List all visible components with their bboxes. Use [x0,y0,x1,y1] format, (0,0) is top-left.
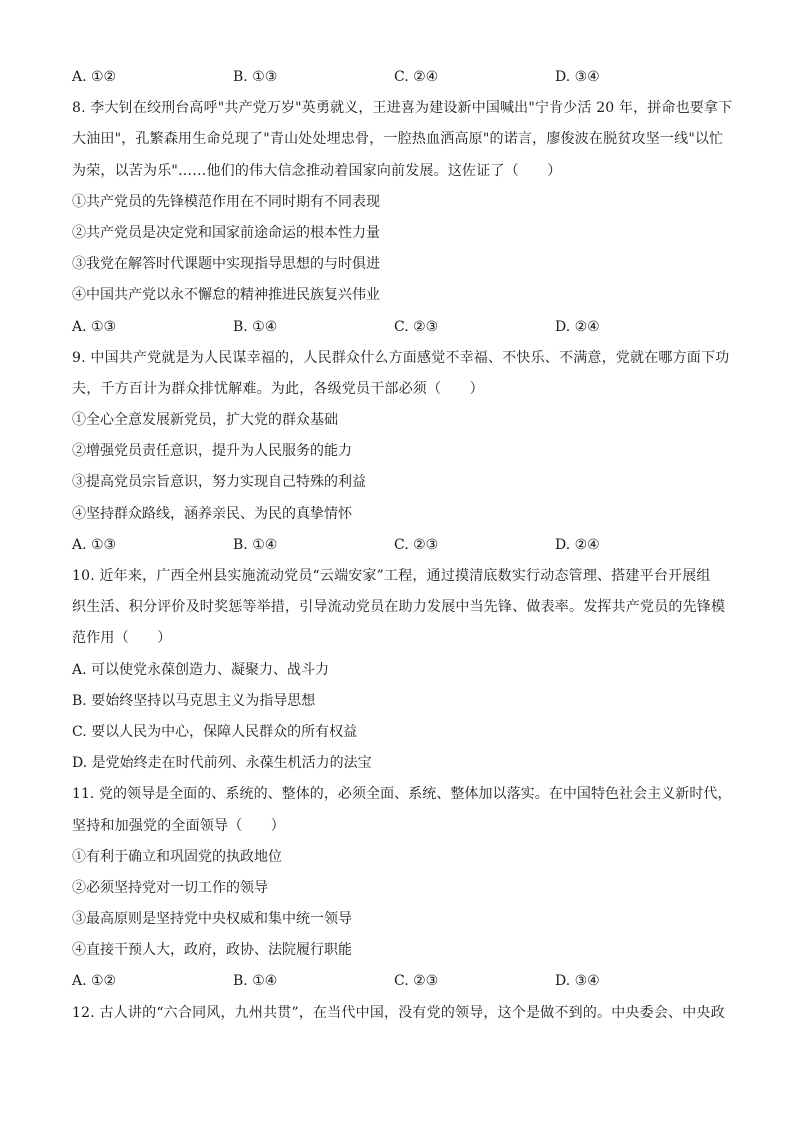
q9-option-d: D. ②④ [555,536,600,553]
q8-statement-4: ④中国共产党以永不懈怠的精神推进民族复兴伟业 [72,287,380,304]
q10-choice-c: C. 要以人民为中心，保障人民群众的所有权益 [72,723,358,740]
q7-option-d: D. ③④ [555,69,600,85]
question-9 [72,343,732,561]
q11-statement-2: ②必须坚持党对一切工作的领导 [72,879,268,896]
q8-option-c: C. ②③ [394,318,439,335]
question-10 [72,561,732,779]
q11-option-b: B. ①④ [233,973,278,990]
document-page [72,62,732,1029]
q11-stem-line: 11. 党的领导是全面的、系统的、整体的，必须全面、系统、整体加以落实。在中国特色社会主义新时代， [72,786,732,803]
q8-stem-line: 8. 李大钊在绞刑台高呼"共产党万岁"英勇就义，王进喜为建设新中国喊出"宁肯少活 20 年，拼命也要拿下 [72,100,733,117]
q11-option-d: D. ③④ [555,973,600,990]
q8-option-a: A. ①③ [72,318,117,335]
q8-options [72,312,732,343]
q9-option-a: A. ①③ [72,536,117,553]
q8-stem-line: 为荣，以苦为乐"……他们的伟大信念推动着国家向前发展。这佐证了（ ） [72,162,562,179]
q10-choice-b: B. 要始终坚持以马克思主义为指导思想 [72,692,316,709]
q9-option-b: B. ①④ [233,536,278,553]
q12-stem-line: 12. 古人讲的“六合同风，九州共贯”，在当代中国，没有党的领导，这个是做不到的。中央委会、中央政 [72,1004,725,1021]
question-11 [72,779,732,997]
q8-statement-3: ③我党在解答时代课题中实现指导思想的与时俱进 [72,256,380,273]
q11-options [72,966,732,997]
q10-stem-line: 织生活、积分评价及时奖惩等举措，引导流动党员在助力发展中当先锋、做表率。发挥共产党员的先锋模 [72,599,726,616]
q9-options [72,530,732,561]
q10-stem-line: 范作用（ ） [72,630,172,647]
q10-choice-d: D. 是党始终走在时代前列、永葆生机活力的法宝 [72,755,372,772]
q10-stem-line: 10. 近年来，广西全州县实施流动党员“云端安家”工程，通过摸清底数实行动态管理、搭建平台开展组 [72,568,711,584]
q9-stem-line: 9. 中国共产党就是为人民谋幸福的，人民群众什么方面感觉不幸福、不快乐、不满意，党就在哪方面下功 [72,349,730,366]
q7-option-a: A. ①② [72,69,117,85]
q11-statement-4: ④直接干预人大，政府，政协、法院履行职能 [72,942,352,959]
q9-statement-4: ④坚持群众路线，涵养亲民、为民的真挚情怀 [72,505,352,522]
q11-option-a: A. ①② [72,973,117,990]
q7-options [72,62,732,93]
q8-option-b: B. ①④ [233,318,278,335]
q9-statement-3: ③提高党员宗旨意识，努力实现自己特殊的利益 [72,474,366,491]
q9-option-c: C. ②③ [394,536,439,553]
q7-option-c: C. ②④ [394,69,439,85]
q11-stem-line: 坚持和加强党的全面领导（ ） [72,817,285,834]
question-8 [72,93,732,343]
q8-statement-1: ①共产党员的先锋模范作用在不同时期有不同表现 [72,193,380,210]
q11-option-c: C. ②③ [394,973,439,990]
q8-stem-line: 大油田"，孔繁森用生命兑现了"青山处处埋忠骨，一腔热血洒高原"的诺言，廖俊波在脱贫攻坚一线"以忙 [72,131,724,148]
q11-statement-1: ①有利于确立和巩固党的执政地位 [72,848,282,865]
q9-statement-2: ②增强党员责任意识，提升为人民服务的能力 [72,443,352,460]
q8-statement-2: ②共产党员是决定党和国家前途命运的根本性力量 [72,224,380,241]
q11-statement-3: ③最高原则是坚持党中央权威和集中统一领导 [72,911,352,928]
q9-stem-line: 夫，千方百计为群众排忧解难。为此，各级党员干部必须（ ） [72,380,484,397]
q10-choice-a: A. 可以使党永葆创造力、凝聚力、战斗力 [72,661,330,678]
q8-option-d: D. ②④ [555,318,600,335]
q7-option-b: B. ①③ [233,69,278,85]
q9-statement-1: ①全心全意发展新党员，扩大党的群众基础 [72,412,338,429]
question-12 [72,998,732,1029]
